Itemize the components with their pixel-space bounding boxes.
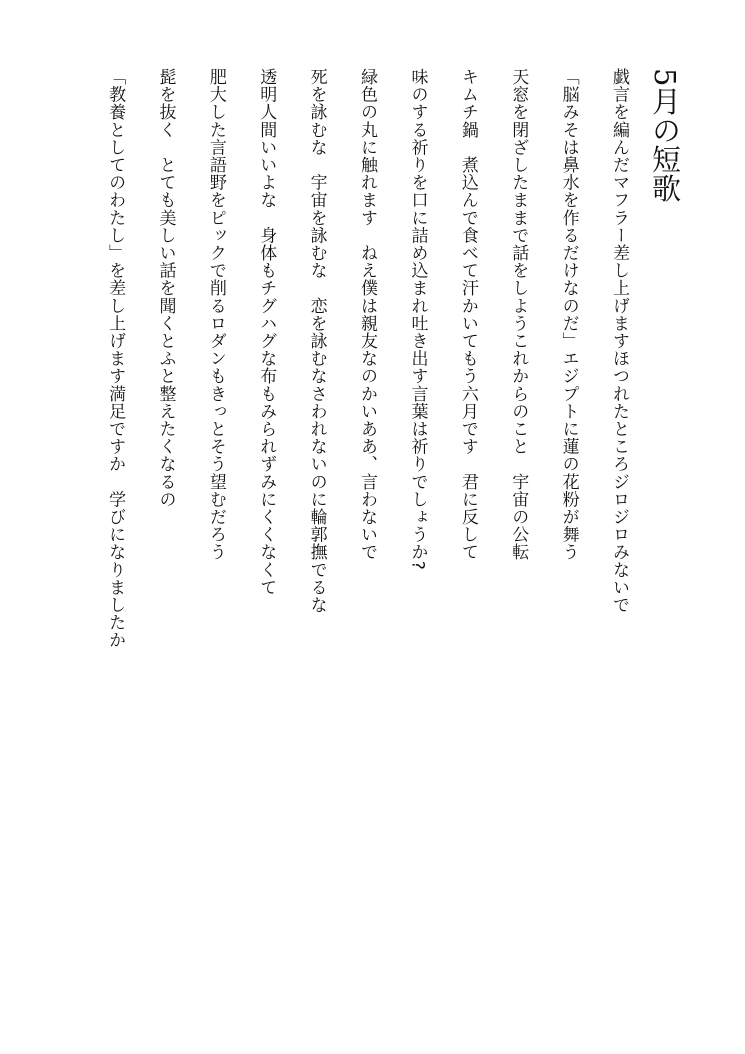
poem-line [355, 68, 377, 768]
poem-second-half: これからのこと 宇宙の公転 [508, 332, 529, 561]
poem-first-half: 緑色の丸に触れます ねえ僕は親友なのかい [357, 68, 378, 420]
poem-second-half: もう六月です 君に反して [457, 349, 478, 561]
page-title: 5月の短歌 [648, 68, 682, 203]
poem-line [557, 68, 579, 768]
poem-first-half: 肥大した言語野をピックで削る [205, 68, 226, 315]
poem-first-half: 天窓を閉ざしたままで話をしよう [508, 68, 529, 332]
poem-second-half: ロダンもきっとそう望むだろう [205, 314, 226, 561]
poem-line [507, 68, 529, 768]
vertical-text-column [75, 68, 685, 768]
poem-line [104, 68, 126, 768]
poem-second-half: 満足ですか 学びになりましたか [105, 384, 126, 649]
poem-second-half: とふと整えたくなるの [155, 332, 176, 508]
poem-line [406, 68, 428, 768]
poem-first-half: 透明人間いいよな 身体もチグハグな布も [256, 68, 277, 403]
poem-second-half: 吐き出す言葉は祈りでしょうか? [407, 314, 428, 571]
poem-first-half: 「脳みそは鼻水を作るだけなのだ」 [558, 68, 579, 350]
poem-second-half: ああ、言わないで [357, 420, 378, 561]
poem-first-half: 味のする祈りを口に詰め込まれ [407, 68, 428, 315]
poem-second-half: エジプトに蓮の花粉が舞う [558, 349, 579, 561]
poem-first-half: キムチ鍋 煮込んで食べて汗かいて [457, 68, 478, 350]
poem-line [607, 68, 629, 768]
poem-first-half: 髭を抜く とても美しい話を聞く [155, 68, 176, 332]
poem-first-half: 死を詠むな 宇宙を詠むな 恋を詠むな [306, 68, 327, 385]
poem-first-half: 「教養としてのわたし」を差し上げます [105, 68, 126, 385]
poem-first-half: 戯言を編んだマフラー差し上げます [609, 68, 629, 350]
poem-line [305, 68, 327, 768]
poem-line [255, 68, 277, 768]
poem-line [456, 68, 478, 768]
poem-line [154, 68, 176, 768]
poem-second-half: ほつれたところジロジロみないで [609, 349, 629, 614]
poem-second-half: さわれないのに輪郭撫でるな [306, 384, 327, 614]
poem-second-half: みられずみにくくなくて [256, 402, 277, 597]
poem-line [204, 68, 226, 768]
